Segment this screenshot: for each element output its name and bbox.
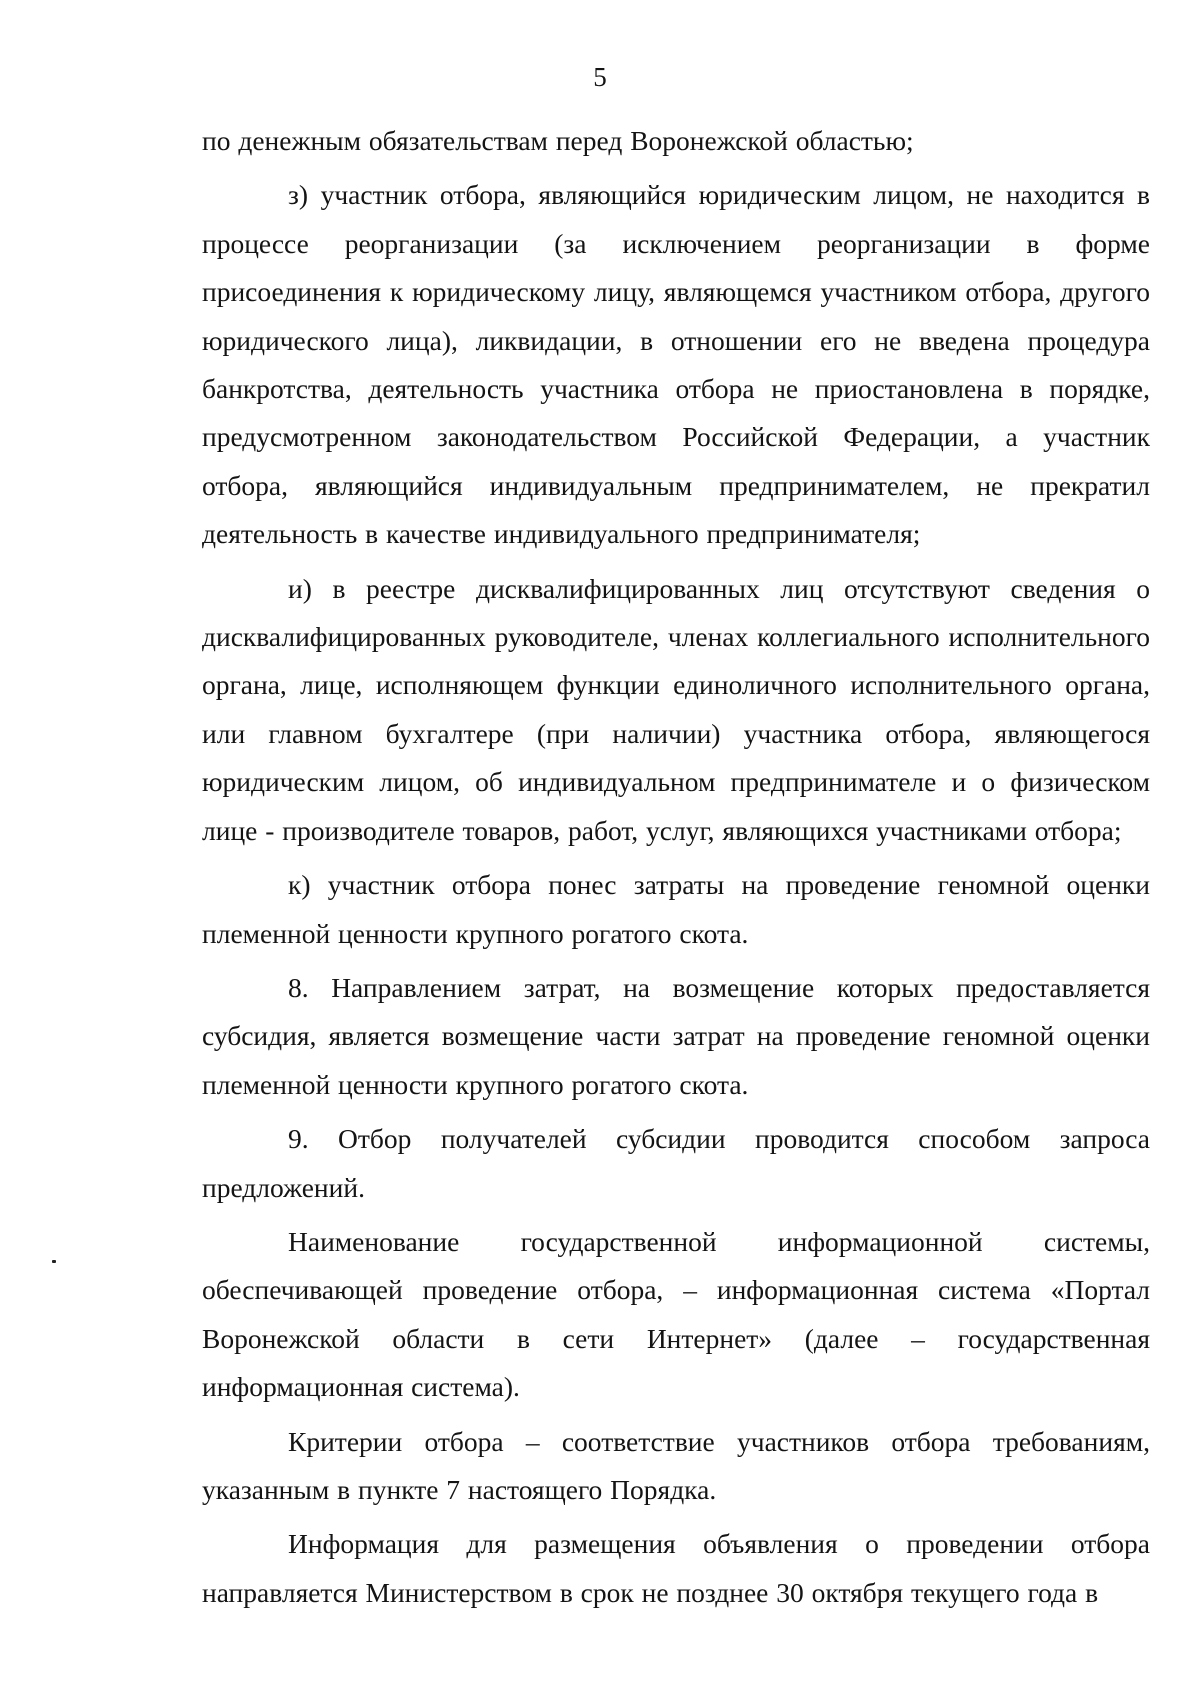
paragraph-continuation: по денежным обязательствам перед Воронежской областью;: [202, 125, 914, 156]
paragraph-item-z: з) участник отбора, являющийся юридическим лицом, не находится в процессе реорганизации (за исключением реорганизации в форме присоединения к юридическому лицу, являющемся участником отбора, другого юридического лица), ликвидации, в отношении его не введена процедура банкротства, деятельность участника отбора не приостановлена в порядке, предусмотренном законодательством Российской Федерации, а участник отбора, являющийся индивидуальным предпринимателем, не прекратил деятельность в качестве индивидуального предпринимателя;: [202, 179, 1150, 550]
paragraph-clause-8: 8. Направлением затрат, на возмещение которых предоставляется субсидия, является возмещение части затрат на проведение геномной оценки племенной ценности крупного рогатого скота.: [202, 971, 1150, 1100]
scan-speck: [52, 1260, 56, 1263]
document-body: [202, 117, 1150, 1623]
paragraph-selection-criteria: Критерии отбора – соответствие участников отбора требованиям, указанным в пункте 7 настоящего Порядка.: [202, 1425, 1150, 1505]
paragraph-announcement-info: Информация для размещения объявления о проведении отбора направляется Министерством в срок не позднее 30 октября текущего года в: [202, 1528, 1150, 1608]
paragraph-information-system: Наименование государственной информационной системы, обеспечивающей проведение отбора, – информационная система «Портал Воронежской области в сети Интернет» (далее – государственная информационная система).: [202, 1225, 1150, 1403]
paragraph-item-i: и) в реестре дисквалифицированных лиц отсутствуют сведения о дисквалифицированных руководителе, членах коллегиального исполнительного органа, лице, исполняющем функции единоличного исполнительного органа, или главном бухгалтере (при наличии) участника отбора, являющегося юридическим лицом, об индивидуальном предпринимателе и о физическом лице - производителе товаров, работ, услуг, являющихся участниками отбора;: [202, 572, 1150, 846]
page-number: 5: [593, 62, 607, 92]
paragraph-clause-9: 9. Отбор получателей субсидии проводится способом запроса предложений.: [202, 1123, 1150, 1203]
paragraph-item-k: к) участник отбора понес затраты на проведение геномной оценки племенной ценности крупного рогатого скота.: [202, 869, 1150, 949]
